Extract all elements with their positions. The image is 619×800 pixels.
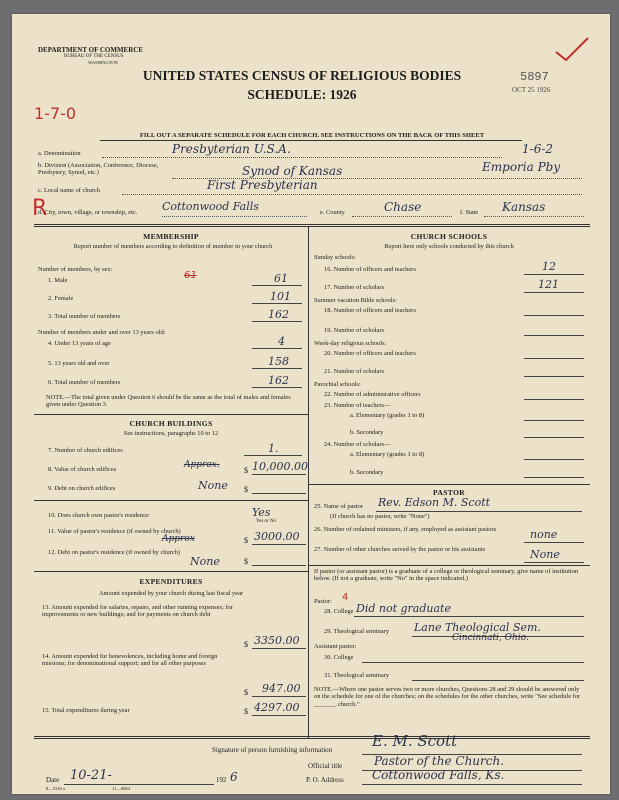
assistant-ministers-value: none: [530, 528, 558, 541]
denomination-label: a. Denomination: [38, 150, 81, 157]
membership-intro: Report number of members according to definition of member in your church: [73, 243, 273, 250]
residence-value-label: 11. Value of pastor's residence (if owned by church): [48, 528, 181, 535]
print-number: 11—9084: [112, 786, 130, 791]
q23a-label: a. Elementary (grades 1 to 8): [350, 412, 425, 419]
residence-debt-label: 12. Debt on pastor's residence (if owned by church): [48, 549, 180, 556]
official-title-value: Pastor of the Church.: [374, 754, 505, 768]
q19-label: 19. Number of scholars: [324, 327, 384, 334]
state-label: f. State: [460, 209, 479, 216]
buildings-heading: CHURCH BUILDINGS: [129, 419, 213, 428]
q16-value: 12: [542, 260, 556, 273]
church-name-value: First Presbyterian: [207, 178, 318, 192]
dollar-sign: $: [244, 707, 248, 716]
stamp-date: OCT 25 1926: [512, 86, 551, 94]
membership-heading: MEMBERSHIP: [143, 232, 199, 241]
edifices-value: 1.: [268, 442, 279, 455]
male-value: 61: [274, 272, 288, 285]
assistant-ministers-label: 26. Number of ordained ministers, if any, employed as assistant pastors: [314, 526, 497, 533]
schedule-sheet: [12, 14, 610, 794]
edifice-value-struck: Approx.: [184, 460, 220, 470]
church-name-label: c. Local name of church: [38, 187, 100, 194]
residence-hint: Yes or No: [256, 519, 277, 524]
assistant-subhead: Assistant pastor:: [314, 643, 357, 650]
city-label: WASHINGTON: [88, 60, 118, 65]
male-struck: 61: [184, 270, 197, 281]
other-churches-value: None: [530, 548, 560, 561]
total-expend-value: 4297.00: [254, 701, 300, 714]
signature-label: Signature of person furnishing information: [212, 746, 333, 754]
city-value: Cottonwood Falls: [162, 200, 259, 213]
division-extra: Emporia Pby: [482, 160, 561, 174]
under13-value: 4: [278, 335, 285, 348]
college-label: 28. College: [324, 608, 354, 615]
asst-seminary-label: 31. Theological seminary: [324, 672, 390, 679]
over13-value: 158: [268, 355, 289, 368]
sunday-label: Sunday schools:: [314, 254, 356, 261]
seminary-label: 29. Theological seminary: [324, 628, 390, 635]
q24b-label: b. Secondary: [350, 469, 384, 476]
running-expenses-value: 3350.00: [254, 634, 300, 647]
dollar-sign: $: [244, 485, 248, 494]
city-label-d: d. City, town, village, or township, etc.: [38, 209, 138, 216]
age-intro: Number of members under and over 13 years old:: [38, 329, 166, 336]
address-label: P. O. Address: [306, 776, 344, 784]
male-label: 1. Male: [48, 277, 68, 284]
county-value: Chase: [384, 200, 422, 214]
form-number: 8—5318 a: [46, 786, 65, 791]
edifice-value-value: 10,000.00: [252, 460, 308, 473]
seminary-value-city: Cincinnati, Ohio.: [452, 633, 529, 643]
expenditures-heading: EXPENDITURES: [139, 577, 203, 586]
residence-debt-value: None: [190, 555, 220, 568]
by-sex-label: Number of members, by sex:: [38, 266, 113, 273]
county-label: e. County: [320, 209, 345, 216]
pastor-name-value: Rev. Edson M. Scott: [378, 496, 491, 509]
department-label: DEPARTMENT OF COMMERCE: [38, 46, 144, 54]
female-value: 101: [270, 290, 291, 303]
stamp-number: 5897: [520, 70, 549, 84]
over13-label: 5. 13 years old and over: [48, 360, 110, 367]
pencil-4: 4: [342, 592, 349, 603]
dollar-sign: $: [244, 640, 248, 649]
instruction-line: FILL OUT A SEPARATE SCHEDULE FOR EACH CHURCH. SEE INSTRUCTIONS ON THE BACK OF THIS SHEET: [139, 132, 485, 139]
edifice-debt-label: 9. Debt on church edifices: [48, 485, 116, 492]
pastor-heading: PASTOR: [433, 488, 465, 497]
edifices-label: 7. Number of church edifices: [48, 447, 123, 454]
weekday-label: Week-day religious schools:: [314, 340, 387, 347]
pastor-note: NOTE.—Where one pastor serves two or more churches, Questions 28 and 29 should be answered only on the schedule for one of the churches; on the schedules for the other churches, write "See schedule for _______ church.": [314, 686, 581, 708]
dollar-sign: $: [244, 536, 248, 545]
date-label: Date: [46, 776, 60, 784]
date-value: 10-21-: [70, 768, 112, 783]
dollar-sign: $: [244, 466, 248, 475]
residence-label: 10. Does church own pastor's residence: [48, 512, 149, 519]
year-prefix: 192: [216, 776, 227, 784]
total-members-label: 3. Total number of members: [48, 313, 121, 320]
residence-value-value: 3000.00: [254, 530, 300, 543]
form-title: UNITED STATES CENSUS OF RELIGIOUS BODIES: [142, 68, 462, 83]
q20-label: 20. Number of officers and teachers: [324, 350, 416, 357]
benevolences-label: 14. Amount expended for benevolences, including home and foreign missions; for denominational support; and for all other purposes: [42, 653, 218, 668]
asst-college-label: 30. College: [324, 654, 354, 661]
q21-label: 21. Number of scholars: [324, 368, 384, 375]
check-mark-icon: [552, 34, 592, 64]
pencil-mark: R: [32, 196, 48, 221]
seminary-value: Lane Theological Sem.: [414, 621, 541, 634]
membership-note: NOTE.—The total given under Question 6 should be the same as the total of males and females given under Question 3.: [46, 394, 291, 409]
schools-intro: Report here only schools conducted by this church: [384, 243, 514, 250]
q23-label: 23. Number of teachers—: [324, 402, 391, 409]
edifice-value-label: 8. Value of church edifices: [48, 466, 117, 473]
pastor-name-hint: (If church has no pastor, write "None"): [330, 513, 430, 520]
expenditures-intro: Amount expended by your church during last fiscal year: [98, 590, 244, 597]
denomination-code: 1-6-2: [522, 142, 554, 156]
signature-value: E. M. Scott: [372, 732, 458, 750]
other-churches-label: 27. Number of other churches served by the pastor or his assistants: [314, 546, 486, 553]
benevolences-value: 947.00: [262, 682, 301, 695]
denomination-value: Presbyterian U.S.A.: [172, 142, 291, 156]
form-subtitle: SCHEDULE: 1926: [247, 87, 357, 102]
official-title-label: Official title: [308, 762, 343, 770]
residence-value-struck: Approx: [162, 534, 195, 544]
q18-label: 18. Number of officers and teachers: [324, 307, 416, 314]
pastor-name-label: 25. Name of pastor: [314, 503, 363, 510]
total-members-6-value: 162: [268, 374, 289, 387]
parochial-label: Parochial schools:: [314, 381, 361, 388]
division-value: Synod of Kansas: [242, 164, 343, 178]
q17-label: 17. Number of scholars: [324, 284, 384, 291]
total-expend-label: 15. Total expenditures during year: [42, 707, 130, 714]
q23b-label: b. Secondary: [350, 429, 384, 436]
under13-label: 4. Under 13 years of age: [48, 340, 111, 347]
summer-label: Summer vacation Bible schools:: [314, 297, 397, 304]
edifice-debt-value: None: [198, 479, 228, 492]
q24a-label: a. Elementary (grades 1 to 8): [350, 451, 425, 458]
state-value: Kansas: [502, 200, 546, 214]
q16-label: 16. Number of officers and teachers: [324, 266, 416, 273]
q24-label: 24. Number of scholars—: [324, 441, 391, 448]
total-members-value: 162: [268, 308, 289, 321]
buildings-intro: See instructions, paragraphs 10 to 12: [123, 430, 219, 437]
address-value: Cottonwood Falls, Ks.: [372, 768, 505, 782]
residence-value: Yes: [252, 506, 271, 519]
year-digit: 6: [230, 770, 238, 784]
dollar-sign: $: [244, 688, 248, 697]
pastor-subhead: Pastor:: [314, 598, 332, 605]
running-expenses-label: 13. Amount expended for salaries, repairs, and other running expenses; for improvements or new buildings; and for payments on church debt: [42, 604, 233, 619]
total-members-6-label: 6. Total number of members: [48, 379, 121, 386]
female-label: 2. Female: [48, 295, 74, 302]
dollar-sign: $: [244, 557, 248, 566]
pencil-code: 1-7-0: [34, 104, 77, 123]
college-value: Did not graduate: [356, 602, 451, 615]
graduate-note: If pastor (or assistant pastor) is a graduate of a college or theological seminary, give name of institution below. (If not a graduate, write "No" in the space indicated.): [314, 568, 579, 583]
schools-heading: CHURCH SCHOOLS: [410, 232, 488, 241]
bureau-label: BUREAU OF THE CENSUS: [64, 54, 124, 59]
q22-label: 22. Number of administrative officers: [324, 391, 421, 398]
division-label: b. Division (Association, Conference, Diocese, Presbytery, Synod, etc.): [38, 162, 159, 177]
q17-value: 121: [538, 278, 559, 291]
